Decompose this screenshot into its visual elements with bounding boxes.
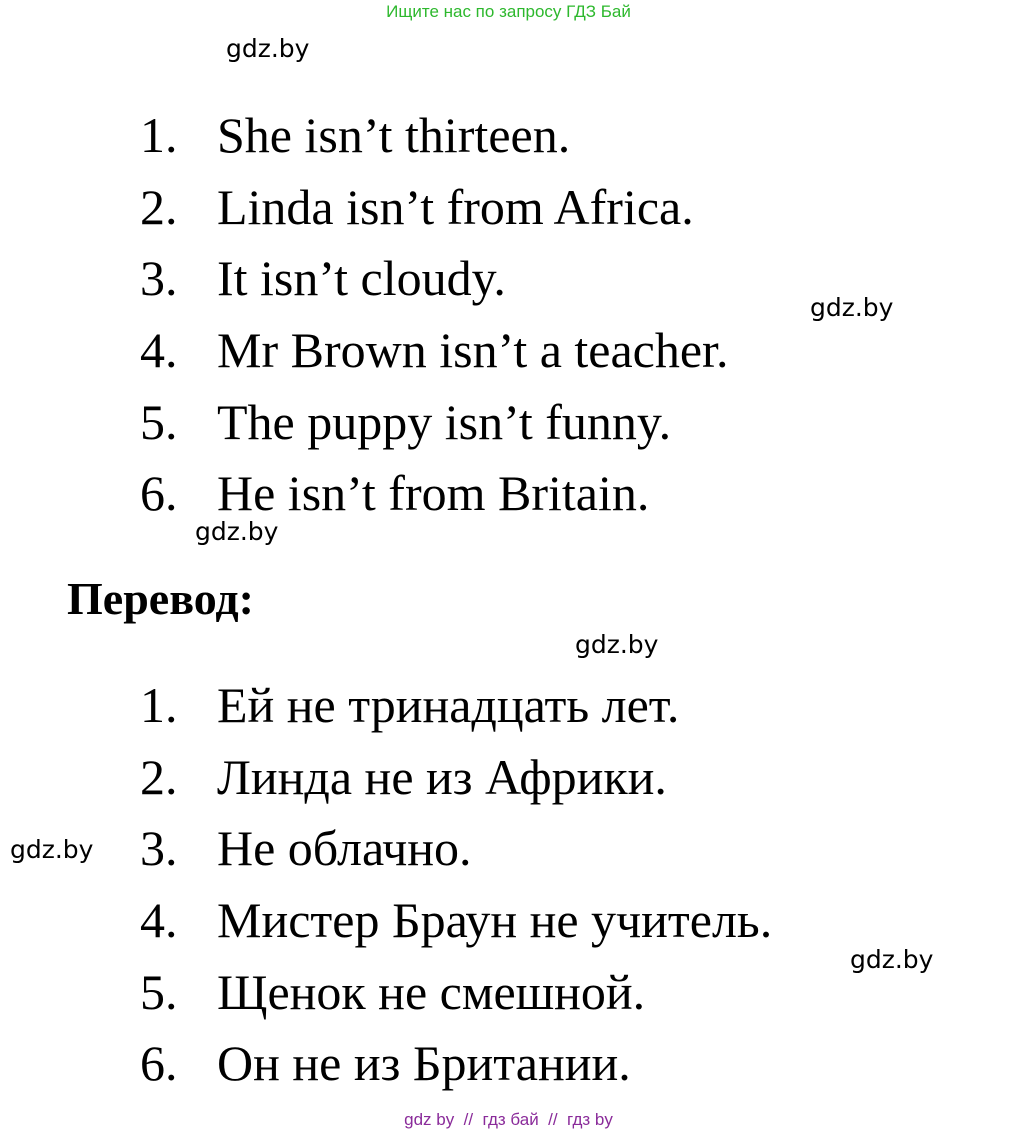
item-text: Ей не тринадцать лет.	[217, 677, 680, 733]
item-text: It isn’t cloudy.	[217, 250, 506, 306]
list-item	[140, 179, 694, 235]
watermark: gdz.by	[575, 630, 659, 659]
list-item	[140, 820, 472, 876]
list-item	[140, 964, 646, 1020]
translation-heading: Перевод:	[67, 573, 254, 624]
list-item	[140, 677, 680, 733]
list-item	[140, 749, 667, 805]
item-text: Линда не из Африки.	[217, 749, 667, 805]
item-number: 3.	[140, 820, 178, 876]
item-text: The puppy isn’t funny.	[217, 394, 672, 450]
watermark: gdz.by	[10, 835, 94, 864]
watermark: gdz.by	[850, 945, 934, 974]
item-text: Не облачно.	[217, 820, 472, 876]
list-item	[140, 1035, 631, 1091]
list-item	[140, 465, 650, 521]
list-item	[140, 394, 672, 450]
item-text: Linda isn’t from Africa.	[217, 179, 694, 235]
list-item	[140, 250, 506, 306]
item-number: 6.	[140, 465, 178, 521]
item-text: Mr Brown isn’t a teacher.	[217, 322, 729, 378]
footer-links: gdz by // гдз бай // гдз by	[404, 1110, 613, 1129]
item-number: 2.	[140, 749, 178, 805]
list-item	[140, 892, 773, 948]
item-number: 5.	[140, 394, 178, 450]
list-item	[140, 107, 571, 163]
top-search-note: Ищите нас по запросу ГДЗ Бай	[386, 2, 631, 21]
watermark: gdz.by	[195, 517, 279, 546]
item-number: 6.	[140, 1035, 178, 1091]
item-number: 2.	[140, 179, 178, 235]
watermark: gdz.by	[226, 34, 310, 63]
watermark: gdz.by	[810, 293, 894, 322]
item-text: He isn’t from Britain.	[217, 465, 650, 521]
item-number: 1.	[140, 107, 178, 163]
list-item	[140, 322, 729, 378]
item-text: She isn’t thirteen.	[217, 107, 571, 163]
item-number: 5.	[140, 964, 178, 1020]
item-number: 1.	[140, 677, 178, 733]
item-text: Мистер Браун не учитель.	[217, 892, 773, 948]
item-number: 4.	[140, 892, 178, 948]
item-text: Он не из Британии.	[217, 1035, 631, 1091]
item-number: 3.	[140, 250, 178, 306]
item-text: Щенок не смешной.	[217, 964, 646, 1020]
item-number: 4.	[140, 322, 178, 378]
